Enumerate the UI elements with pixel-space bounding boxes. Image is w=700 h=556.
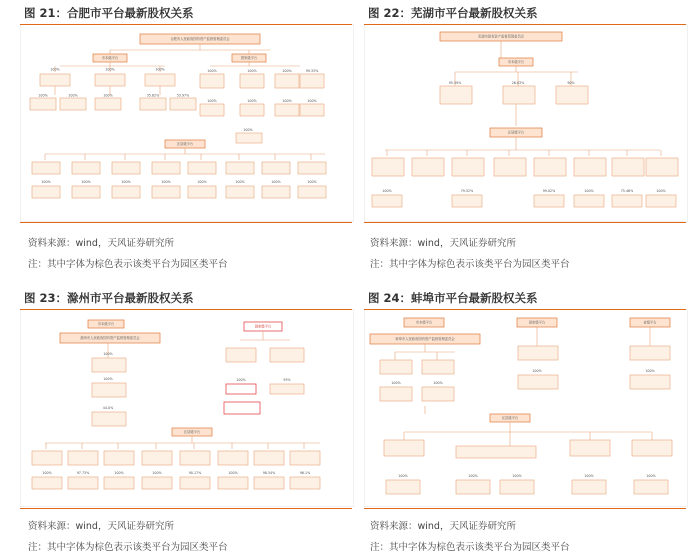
footnote: 注：其中字体为棕色表示该类平台为园区类平台 — [370, 542, 570, 553]
company-node — [534, 158, 566, 176]
company-node — [634, 480, 668, 494]
share-pct: 100% — [161, 180, 171, 184]
company-node — [503, 86, 535, 104]
company-node — [152, 186, 180, 198]
company-node — [40, 74, 70, 86]
share-pct: 93% — [283, 378, 291, 382]
company-node — [95, 98, 121, 110]
share-pct: 100% — [42, 471, 52, 475]
company-node — [226, 186, 254, 198]
share-pct: 79.52% — [460, 189, 474, 193]
share-pct: 100% — [247, 99, 257, 103]
company-node — [92, 358, 126, 372]
group-node-label: 市本级平台 — [507, 60, 525, 65]
share-pct: 100% — [152, 471, 162, 475]
company-node — [92, 412, 126, 426]
company-node — [632, 440, 672, 456]
company-node — [200, 74, 224, 88]
company-node — [518, 346, 558, 360]
share-pct: 99.02% — [542, 189, 556, 193]
root-node-label: 蚌埠市人民政府国有资产监督管理委员会 — [395, 337, 455, 342]
share-pct: 100% — [68, 93, 78, 98]
figure-title-22: 图 22：芜湖市平台最新股权关系 — [368, 6, 538, 20]
share-pct: 100% — [207, 69, 217, 73]
company-node — [236, 133, 262, 143]
company-node — [572, 480, 606, 494]
share-pct: 100% — [228, 471, 238, 475]
company-node — [422, 387, 454, 401]
company-node — [32, 477, 62, 489]
company-node — [170, 98, 196, 110]
company-node — [112, 186, 140, 198]
company-node — [270, 348, 304, 362]
share-pct: 100% — [103, 352, 113, 356]
source-note: 资料来源：wind，天风证券研究所 — [370, 238, 516, 249]
company-node — [494, 158, 526, 176]
group-node-label: 国家级平台 — [254, 324, 272, 329]
company-node — [372, 195, 402, 207]
share-pct: 100% — [398, 474, 408, 478]
company-node — [104, 477, 134, 489]
company-node — [218, 451, 248, 465]
share-pct: 98.54% — [262, 471, 276, 475]
company-node — [254, 451, 284, 465]
share-pct: 99.33% — [305, 69, 319, 73]
company-node — [72, 186, 100, 198]
footnote: 注：其中字体为棕色表示该类平台为园区类平台 — [28, 542, 228, 553]
company-node — [188, 162, 216, 174]
company-node — [380, 387, 412, 401]
company-node — [224, 402, 260, 414]
company-node — [180, 477, 210, 489]
company-node — [32, 186, 60, 198]
share-pct: 100% — [105, 67, 115, 72]
share-pct: 100% — [81, 180, 91, 184]
share-pct: 100% — [114, 471, 124, 475]
share-pct: 100% — [235, 180, 245, 184]
company-node — [630, 375, 670, 389]
company-node — [262, 186, 290, 198]
company-node — [612, 195, 642, 207]
share-pct: 100% — [307, 99, 317, 103]
company-node — [142, 477, 172, 489]
company-node — [262, 162, 290, 174]
company-node — [456, 480, 490, 494]
share-pct: 100% — [243, 128, 253, 132]
company-node — [240, 104, 264, 116]
share-pct: 100% — [584, 474, 594, 478]
group-node-label: 省级平台 — [643, 320, 657, 325]
company-node — [440, 86, 472, 104]
company-node — [574, 158, 606, 176]
footnote: 注：其中字体为棕色表示该类平台为园区类平台 — [370, 259, 570, 270]
company-node — [456, 446, 536, 458]
company-node — [298, 186, 326, 198]
group-node-label: 国家级平台 — [528, 320, 546, 325]
company-node — [95, 74, 125, 86]
company-node — [254, 477, 284, 489]
source-note: 资料来源：wind，天风证券研究所 — [28, 238, 174, 249]
company-node — [612, 158, 644, 176]
share-pct: 75.46% — [620, 189, 634, 193]
share-pct: 100% — [103, 93, 113, 98]
share-pct: 44.0% — [102, 406, 114, 410]
share-pct: 100% — [38, 93, 48, 98]
share-pct: 100% — [433, 381, 443, 385]
company-node — [218, 477, 248, 489]
share-pct: 100% — [307, 180, 317, 184]
company-node — [646, 195, 676, 207]
company-node — [518, 375, 558, 389]
company-node — [152, 162, 180, 174]
figure-title-23: 图 23：滁州市平台最新股权关系 — [24, 291, 194, 305]
company-node — [92, 383, 126, 397]
company-node — [60, 98, 86, 110]
company-node — [226, 348, 256, 362]
share-pct: 100% — [121, 180, 131, 184]
share-pct: 90.17% — [188, 471, 202, 475]
figure-title-21: 图 21：合肥市平台最新股权关系 — [24, 6, 194, 20]
group-node-label: 区县级平台 — [183, 430, 201, 435]
share-pct: 35.62% — [146, 93, 160, 98]
company-node — [68, 451, 98, 465]
root-node-label: 芜湖市国有资产监督管理委员会 — [477, 34, 525, 39]
company-node — [412, 158, 444, 176]
group-node-label: 区县级平台 — [176, 142, 194, 147]
group-node-label: 市本级平台 — [101, 56, 119, 61]
share-pct: 100% — [282, 69, 292, 73]
company-node — [140, 98, 166, 110]
company-node — [32, 451, 62, 465]
company-node — [372, 158, 404, 176]
share-pct: 100% — [512, 474, 522, 478]
company-node — [630, 346, 670, 360]
company-node — [275, 74, 299, 88]
root-node-label: 合肥市人民政府国有资产监督管理委员会 — [170, 37, 230, 42]
share-pct: 100% — [584, 189, 594, 193]
share-pct: 100% — [41, 180, 51, 184]
company-node — [30, 98, 56, 110]
company-node — [290, 477, 320, 489]
company-node — [452, 158, 484, 176]
share-pct: 100% — [282, 99, 292, 103]
company-node — [384, 440, 424, 456]
figure-title-24: 图 24：蚌埠市平台最新股权关系 — [368, 291, 538, 305]
company-node — [180, 451, 210, 465]
share-pct: 26.03% — [511, 81, 525, 85]
company-node — [32, 162, 60, 174]
share-pct: 100% — [468, 474, 478, 478]
company-node — [226, 162, 254, 174]
company-node — [142, 451, 172, 465]
group-node-label: 区县级平台 — [501, 416, 519, 421]
company-node — [556, 86, 588, 104]
share-pct: 96.1% — [299, 471, 311, 475]
company-node — [452, 195, 482, 207]
share-pct: 100% — [247, 69, 257, 73]
company-node — [290, 451, 320, 465]
share-pct: 100% — [197, 180, 207, 184]
company-node — [300, 104, 324, 116]
company-node — [112, 162, 140, 174]
group-node-label: 市本级平台 — [415, 320, 433, 325]
company-node — [275, 104, 299, 116]
share-pct: 100% — [271, 180, 281, 184]
company-node — [386, 480, 420, 494]
company-node — [534, 195, 564, 207]
company-node — [646, 158, 678, 176]
company-node — [298, 162, 326, 174]
share-pct: 100% — [382, 189, 392, 193]
source-note: 资料来源：wind，天风证券研究所 — [28, 521, 174, 532]
share-pct: 100% — [645, 369, 655, 373]
share-pct: 100% — [532, 369, 542, 373]
share-pct: 100% — [656, 189, 666, 193]
company-node — [145, 74, 175, 86]
share-pct: 100% — [646, 474, 656, 478]
company-node — [240, 74, 264, 88]
share-pct: 95.59% — [448, 81, 462, 85]
company-node — [200, 104, 224, 116]
share-pct: 100% — [236, 378, 246, 382]
company-node — [500, 480, 534, 494]
share-pct: 97.73% — [76, 471, 90, 475]
company-node — [570, 440, 610, 456]
group-node-label: 国家级平台 — [240, 56, 258, 61]
company-node — [188, 186, 216, 198]
share-pct: 100% — [391, 381, 401, 385]
share-pct: 100% — [103, 377, 113, 381]
share-pct: 100% — [50, 67, 60, 72]
company-node — [68, 477, 98, 489]
share-pct: 90% — [567, 81, 575, 85]
source-note: 资料来源：wind，天风证券研究所 — [370, 521, 516, 532]
share-pct: 53.97% — [176, 93, 190, 98]
company-node — [422, 360, 454, 374]
company-node — [300, 74, 324, 88]
group-node-label: 市本级平台 — [97, 322, 115, 327]
company-node — [380, 360, 412, 374]
root-node-label: 滁州市人民政府国有资产监督管理委员会 — [80, 336, 140, 341]
company-node — [226, 384, 256, 394]
footnote: 注：其中字体为棕色表示该类平台为园区类平台 — [28, 259, 228, 270]
company-node — [574, 195, 604, 207]
group-node-label: 区县级平台 — [507, 130, 525, 135]
share-pct: 100% — [207, 99, 217, 103]
company-node — [104, 451, 134, 465]
company-node — [72, 162, 100, 174]
company-node — [270, 384, 304, 394]
share-pct: 100% — [155, 67, 165, 72]
